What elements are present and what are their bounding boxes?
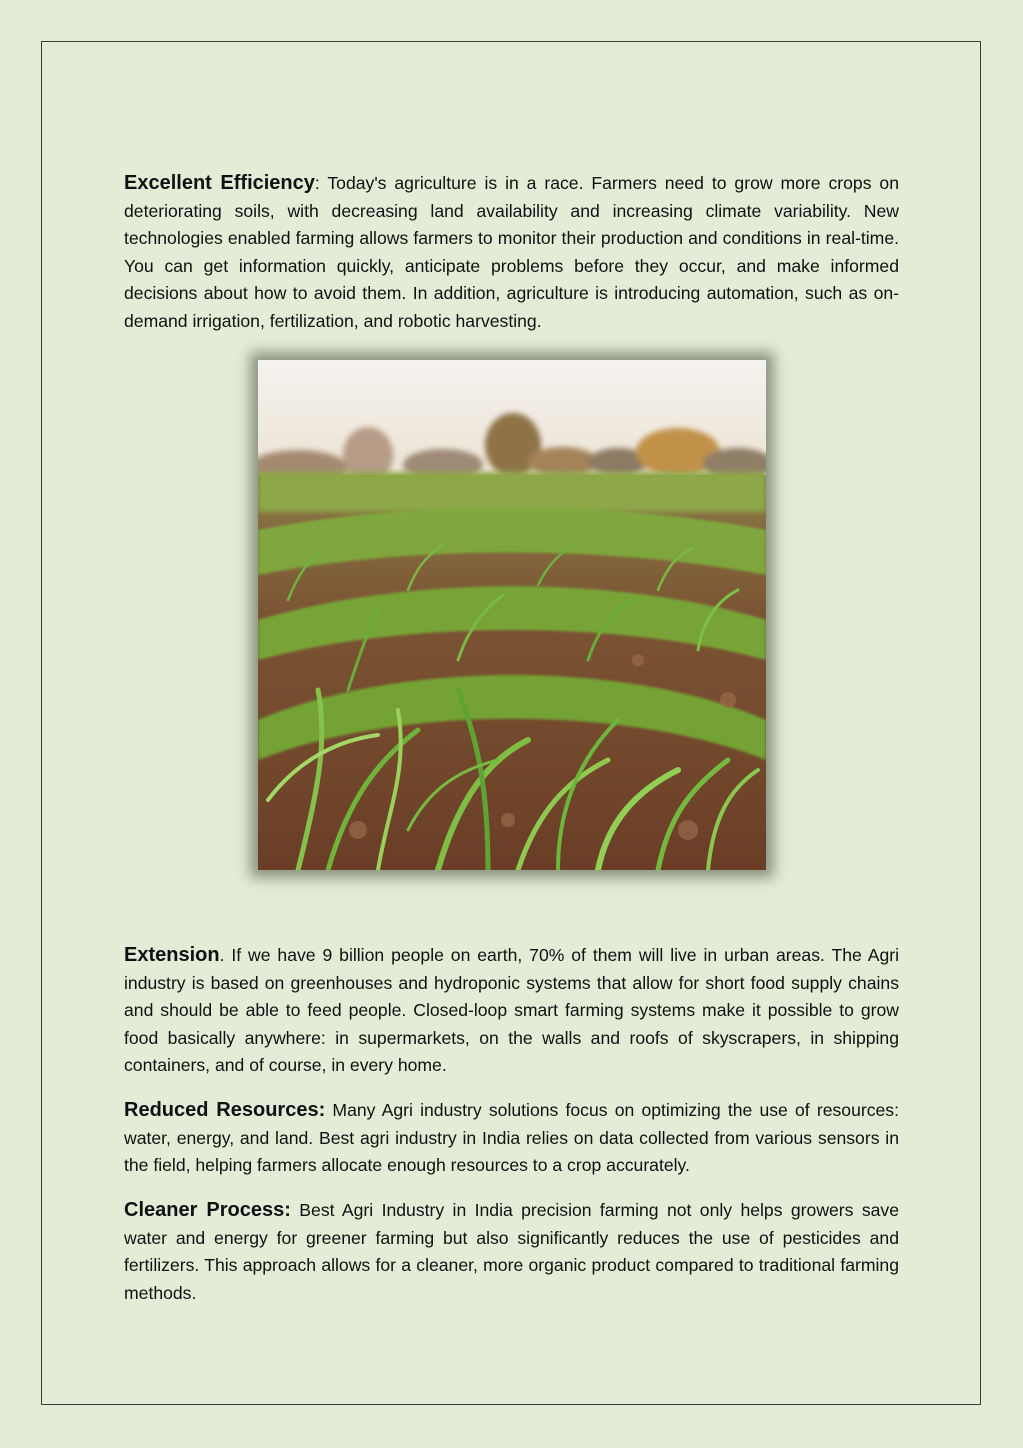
heading-separator: .: [219, 945, 225, 965]
heading-separator: :: [314, 173, 320, 193]
paragraph-heading: Reduced Resources:: [124, 1099, 326, 1121]
paragraph-body: Best Agri Industry in India precision farming not only helps growers save water and energy for greener farming but also significantly reduces the use of pesticides and fertilizers. This approach allows for a cleaner, more organic product compared to traditional farming methods.: [124, 1200, 900, 1303]
paragraph-body: If we have 9 billion people on earth, 70% of them will live in urban areas. The Agri industry is based on greenhouses and hydroponic systems that allow for short food supply chains and should be able to feed people. Closed-loop smart farming systems make it possible to grow food basically anywhere: in supermarkets, on the walls and roofs of skyscrapers, in shipping containers, and of course, in every home.: [124, 945, 899, 1075]
paragraph-heading: Extension: [124, 944, 220, 966]
paragraph-body: Today's agriculture is in a race. Farmers need to grow more crops on deteriorating soils, with decreasing land availability and increasing climate variability. New technologies enabled farming allows farmers to monitor their production and conditions in real-time. You can get information quickly, anticipate problems before they occur, and make informed decisions about how to avoid them. In addition, agriculture is introducing automation, such as on-demand irrigation, fertilization, and robotic harvesting.: [124, 173, 899, 331]
crop-field-illustration: [258, 360, 766, 870]
paragraph-extension: [124, 942, 899, 1080]
paragraph-reduced-resources: [124, 1097, 899, 1180]
paragraph-cleaner-process: [124, 1197, 899, 1307]
paragraph-heading: Excellent Efficiency: [124, 172, 315, 194]
paragraph-heading: Cleaner Process:: [124, 1199, 291, 1221]
crop-field-photo: [258, 360, 766, 870]
paragraph-excellent-efficiency: [124, 170, 899, 335]
paragraph-body: Many Agri industry solutions focus on optimizing the use of resources: water, energy, and land. Best agri industry in India relies on data collected from various sensors in the field, helping farmers allocate enough resources to a crop accurately.: [124, 1100, 899, 1175]
